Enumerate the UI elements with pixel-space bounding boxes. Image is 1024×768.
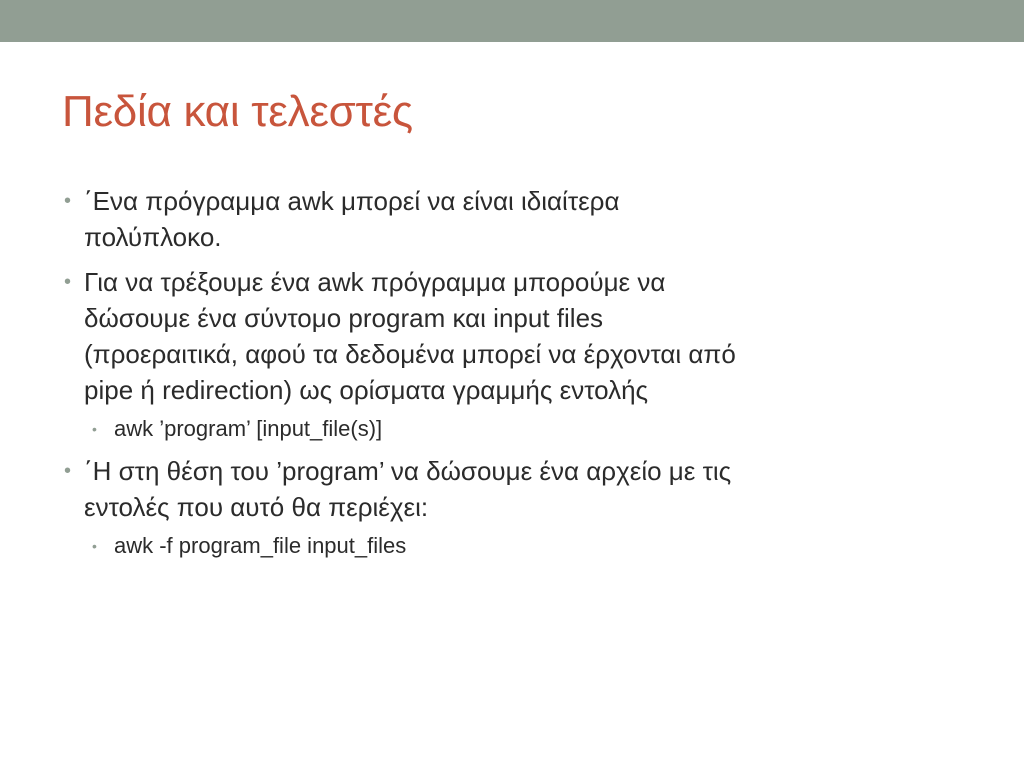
slide-title: Πεδία και τελεστές [62,87,413,136]
bullet-text-line: ΄Ενα πρόγραμμα awk μπορεί να είναι ιδιαίτερα [84,186,620,216]
bullet-text-line: ΄Η στη θέση του ’program’ να δώσουμε ένα αρχείο με τις [84,456,732,486]
bullet-dot-icon: • [64,460,72,482]
sub-bullet-item [62,414,962,444]
sub-bullet-dot-icon: • [92,538,97,554]
sub-bullet-text: awk ’program’ [input_file(s)] [114,416,383,441]
sub-bullet-text: awk -f program_file input_files [114,533,407,558]
bullet-text-line: πολύπλοκο. [84,222,222,252]
bullet-item [62,264,962,408]
sub-bullet-dot-icon: • [92,421,97,437]
bullet-text-line: pipe ή redirection) ως ορίσματα γραμμής εντολής [84,375,649,405]
bullet-item [62,453,962,525]
sub-bullet-item [62,531,962,561]
bullet-text-line: Για να τρέξουμε ένα awk πρόγραμμα μπορούμε να [84,267,666,297]
top-accent-bar [0,0,1024,42]
bullet-text-line: δώσουμε ένα σύντομο program και input files [84,303,604,333]
bullet-list [62,183,962,570]
bullet-text-line: (προεραιτικά, αφού τα δεδομένα μπορεί να έρχονται από [84,339,736,369]
bullet-dot-icon: • [64,271,72,293]
bullet-text-line: εντολές που αυτό θα περιέχει: [84,492,429,522]
bullet-item [62,183,962,255]
bullet-dot-icon: • [64,190,72,212]
